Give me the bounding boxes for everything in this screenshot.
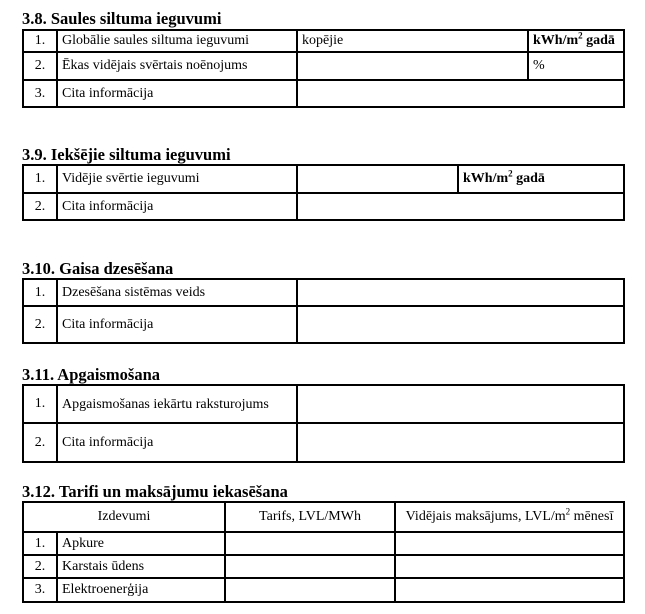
tariff-cell[interactable] bbox=[225, 555, 395, 578]
value-cell[interactable] bbox=[297, 193, 624, 220]
payment-cell[interactable] bbox=[395, 578, 624, 602]
row-label: Vidējie svērtie ieguvumi bbox=[57, 165, 297, 193]
section-title-3-11: 3.11. Apgaismošana bbox=[22, 365, 160, 384]
section-title-3-8: 3.8. Saules siltuma ieguvumi bbox=[22, 9, 222, 28]
tariffs-table bbox=[22, 501, 625, 603]
row-label: Karstais ūdens bbox=[57, 555, 225, 578]
unit-cell: kWh/$m^2$ gadā bbox=[528, 30, 624, 52]
row-number: 1. bbox=[23, 279, 57, 306]
value-cell[interactable] bbox=[297, 80, 624, 107]
row-number: 1. bbox=[23, 532, 57, 555]
header-tariff: Tarifs, LVL/MWh bbox=[225, 502, 395, 532]
row-label: Cita informācija bbox=[57, 193, 297, 220]
payment-cell[interactable] bbox=[395, 555, 624, 578]
internal-gains-table bbox=[22, 164, 625, 221]
value-cell[interactable] bbox=[297, 52, 528, 80]
header-expenses: Izdevumi bbox=[23, 502, 225, 532]
row-label: Ēkas vidējais svērtais noēnojums bbox=[57, 52, 297, 80]
section-title-3-9: 3.9. Iekšējie siltuma ieguvumi bbox=[22, 145, 231, 164]
air-cooling-table bbox=[22, 278, 625, 344]
row-label: Cita informācija bbox=[57, 80, 297, 107]
solar-gains-table bbox=[22, 29, 625, 108]
row-label: Globālie saules siltuma ieguvumi bbox=[57, 30, 297, 52]
row-number: 2. bbox=[23, 306, 57, 343]
section-title-3-12: 3.12. Tarifi un maksājumu iekasēšana bbox=[22, 482, 288, 501]
row-number: 1. bbox=[23, 30, 57, 52]
row-number: 3. bbox=[23, 80, 57, 107]
value-cell[interactable] bbox=[297, 306, 624, 343]
row-label: Elektroenerģija bbox=[57, 578, 225, 602]
total-cell: kopējie bbox=[297, 30, 528, 52]
unit-cell: % bbox=[528, 52, 624, 80]
header-average-payment: Vidējais maksājums, LVL/$m^2$ mēnesī bbox=[395, 502, 624, 532]
value-cell[interactable] bbox=[297, 279, 624, 306]
tariff-cell[interactable] bbox=[225, 578, 395, 602]
row-label: Dzesēšana sistēmas veids bbox=[57, 279, 297, 306]
row-label: Apgaismošanas iekārtu raksturojums bbox=[57, 385, 297, 423]
row-number: 1. bbox=[23, 165, 57, 193]
row-number: 3. bbox=[23, 578, 57, 602]
row-number: 2. bbox=[23, 193, 57, 220]
row-label: Cita informācija bbox=[57, 306, 297, 343]
lighting-table bbox=[22, 384, 625, 463]
row-number: 2. bbox=[23, 555, 57, 578]
unit-cell: kWh/$m^2$ gadā bbox=[458, 165, 624, 193]
section-title-3-10: 3.10. Gaisa dzesēšana bbox=[22, 259, 174, 278]
tariff-cell[interactable] bbox=[225, 532, 395, 555]
value-cell[interactable] bbox=[297, 165, 458, 193]
row-label: Apkure bbox=[57, 532, 225, 555]
row-label: Cita informācija bbox=[57, 423, 297, 462]
row-number: 2. bbox=[23, 52, 57, 80]
row-number: 1. bbox=[23, 385, 57, 423]
value-cell[interactable] bbox=[297, 423, 624, 462]
payment-cell[interactable] bbox=[395, 532, 624, 555]
value-cell[interactable] bbox=[297, 385, 624, 423]
row-number: 2. bbox=[23, 423, 57, 462]
